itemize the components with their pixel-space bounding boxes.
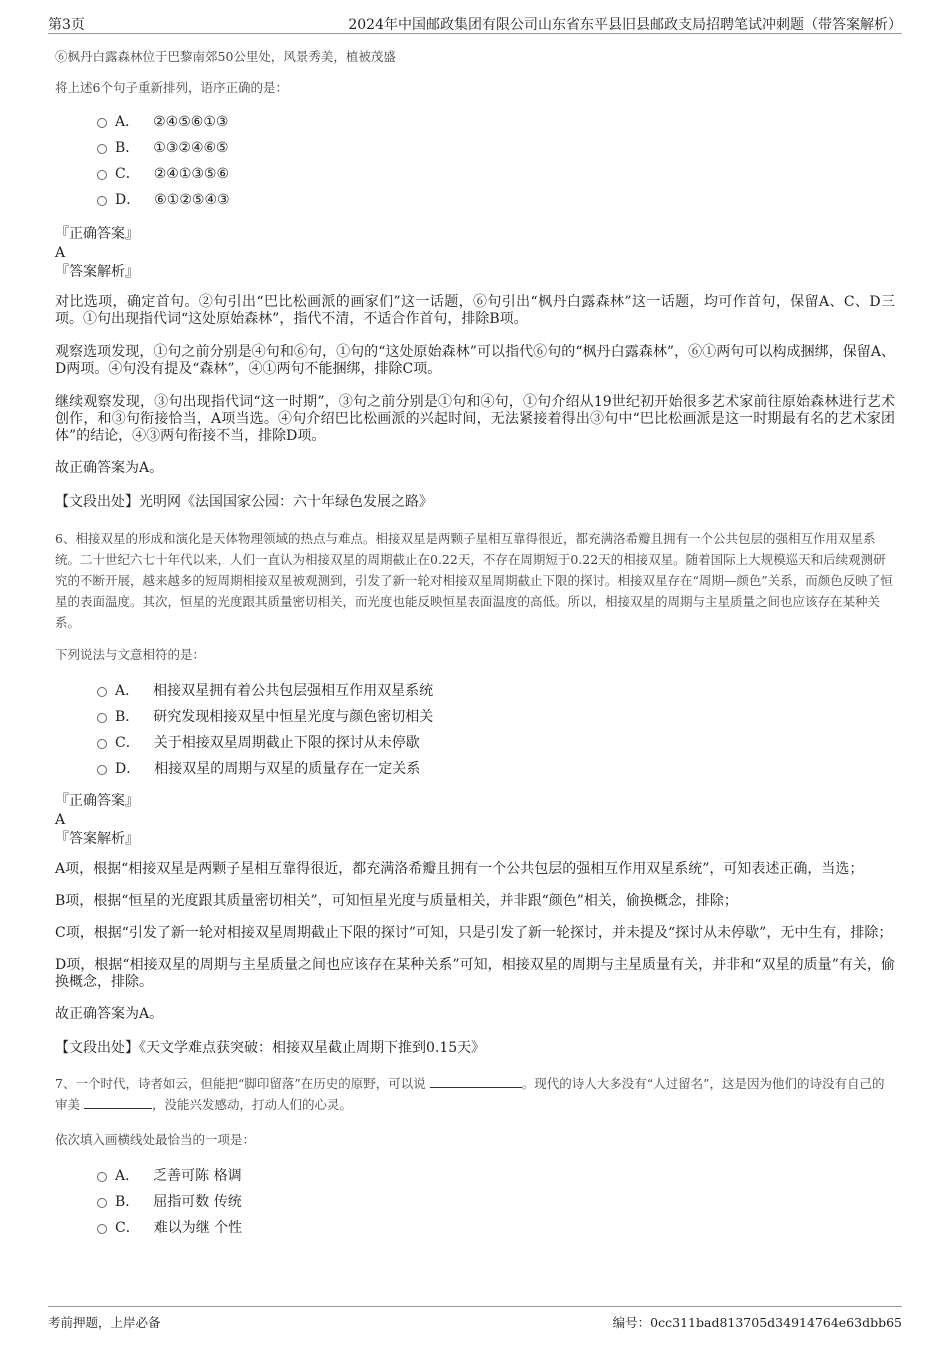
q6-stem: 6、相接双星的形成和演化是天体物理领域的热点与难点。相接双星是两颗子星相互靠得很近，都充满洛希瓣且拥有一个公共包层的强相互作用双星系统。二十世纪六七十年代以来，人们一直认为相接双星的周期截止在0.22天，不存在周期短于0.22天的相接双星。随着国际上大规模巡天和后续观测研究的不断开展，越来越多的短周期相接双星被观测到，引发了新一轮对相接双星周期截止下限的探讨。相接双星存在“周期—颜色”关系，而颜色反映了恒星的表面温度。其次，恒星的光度跟其质量密切相关，而光度也能反映恒星表面温度的高低。所以，相接双星的周期与主星质量之间也应该存在某种关系。 [55, 531, 893, 630]
q7-blank-1 [430, 1075, 522, 1088]
q6-options [55, 678, 895, 782]
q6-option-d[interactable]: D． 相接双星的周期与双星的质量存在一定关系 [55, 756, 895, 782]
document-title: 2024年中国邮政集团有限公司山东省东平县旧县邮政支局招聘笔试冲刺题（带答案解析） [348, 17, 902, 33]
document-body [55, 46, 895, 1241]
q7-option-a[interactable]: A． 乏善可陈 格调 [55, 1163, 895, 1189]
q5-prompt: 将上述6个句子重新排列，语序正确的是： [55, 80, 288, 95]
document-id: 编号：0cc311bad813705d34914764e63dbb65 [612, 1315, 902, 1330]
q5-answer: A [55, 245, 66, 261]
q6-option-a[interactable]: A． 相接双星拥有着公共包层强相互作用双星系统 [55, 678, 895, 704]
q5-answer-label: 『正确答案』 [55, 226, 139, 242]
radio-icon[interactable] [97, 687, 107, 697]
q7-stem: 7、一个时代，诗者如云，但能把“脚印留落”在历史的原野，可以说 。现代的诗人大多没有“人过留名”，这是因为他们的诗没有自己的审美 ，没能兴发感动，打动人们的心灵。 [55, 1076, 885, 1112]
q5-analysis-paragraph: 观察选项发现，①句之前分别是④句和⑥句，①句的“这处原始森林”可以指代⑥句的“枫丹白露森林”，⑥①两句可以构成捆绑，保留A、D两项。④句没有提及“森林”，④①两句不能捆绑，排除C项。 [55, 344, 895, 377]
q6-analysis-c: C项，根据“引发了新一轮对相接双星周期截止下限的探讨”可知，只是引发了新一轮探讨，并未提及“探讨从未停歇”，无中生有，排除； [55, 925, 893, 941]
footer-slogan: 考前押题，上岸必备 [48, 1315, 161, 1330]
q6-source: 【文段出处】《天文学难点获突破：相接双星截止周期下推到0.15天》 [55, 1040, 486, 1056]
radio-icon[interactable] [97, 713, 107, 723]
q6-analysis-d: D项，根据“相接双星的周期与主星质量之间也应该存在某种关系”可知，相接双星的周期与主星质量有关，并非和“双星的质量”有关，偷换概念，排除。 [55, 957, 895, 990]
radio-icon[interactable] [97, 1198, 107, 1208]
radio-icon[interactable] [97, 196, 107, 206]
q6-analysis-a: A项，根据“相接双星是两颗子星相互靠得很近，都充满洛希瓣且拥有一个公共包层的强相互作用双星系统”，可知表述正确，当选； [55, 861, 864, 877]
radio-icon[interactable] [97, 765, 107, 775]
q7-prompt: 依次填入画横线处最恰当的一项是： [55, 1132, 256, 1147]
q7-blank-2 [84, 1096, 152, 1109]
q6-analysis-label: 『答案解析』 [55, 831, 139, 847]
q7-option-b[interactable]: B． 屈指可数 传统 [55, 1189, 895, 1215]
q6-prompt: 下列说法与文意相符的是： [55, 647, 206, 662]
radio-icon[interactable] [97, 1172, 107, 1182]
radio-icon[interactable] [97, 118, 107, 128]
q5-option-a[interactable]: A． ②④⑤⑥①③ [55, 109, 895, 135]
q6-answer-label: 『正确答案』 [55, 793, 139, 809]
radio-icon[interactable] [97, 144, 107, 154]
header-divider [48, 33, 902, 34]
q5-analysis-paragraph: 继续观察发现，③句出现指代词“这一时期”，③句之前分别是①句和④句，①句介绍从19世纪初开始很多艺术家前往原始森林进行艺术创作，和③句衔接恰当，A项当选。④句介绍巴比松画派的兴起时间，无法紧接着得出③句中“巴比松画派是这一时期最有名的艺术家团体”的结论，④③两句衔接不当，排除D项。 [55, 394, 895, 444]
q5-conclusion: 故正确答案为A。 [55, 460, 164, 476]
q5-options [55, 109, 895, 213]
q5-option-d[interactable]: D． ⑥①②⑤④③ [55, 187, 895, 213]
q7-options [55, 1163, 895, 1241]
q5-option-b[interactable]: B． ①③②④⑥⑤ [55, 135, 895, 161]
radio-icon[interactable] [97, 170, 107, 180]
q5-option-c[interactable]: C． ②④①③⑤⑥ [55, 161, 895, 187]
q6-answer: A [55, 812, 66, 828]
q7-option-c[interactable]: C． 难以为继 个性 [55, 1215, 895, 1241]
q5-sentence-6: ⑥枫丹白露森林位于巴黎南郊50公里处，风景秀美，植被茂盛 [55, 49, 396, 64]
q5-analysis-label: 『答案解析』 [55, 264, 139, 280]
q6-analysis-b: B项，根据“恒星的光度跟其质量密切相关”，可知恒星光度与质量相关，并非跟“颜色”相关，偷换概念，排除； [55, 893, 738, 909]
q5-source: 【文段出处】光明网《法国国家公园：六十年绿色发展之路》 [55, 494, 433, 510]
page-number: 第3页 [48, 17, 85, 33]
footer-divider [48, 1306, 902, 1307]
q6-option-b[interactable]: B． 研究发现相接双星中恒星光度与颜色密切相关 [55, 704, 895, 730]
q6-option-c[interactable]: C． 关于相接双星周期截止下限的探讨从未停歇 [55, 730, 895, 756]
radio-icon[interactable] [97, 1224, 107, 1234]
radio-icon[interactable] [97, 739, 107, 749]
q5-analysis-paragraph: 对比选项，确定首句。②句引出“巴比松画派的画家们”这一话题，⑥句引出“枫丹白露森林”这一话题，均可作首句，保留A、C、D三项。①句出现指代词“这处原始森林”，指代不清，不适合作首句，排除B项。 [55, 294, 895, 327]
q6-conclusion: 故正确答案为A。 [55, 1006, 164, 1022]
